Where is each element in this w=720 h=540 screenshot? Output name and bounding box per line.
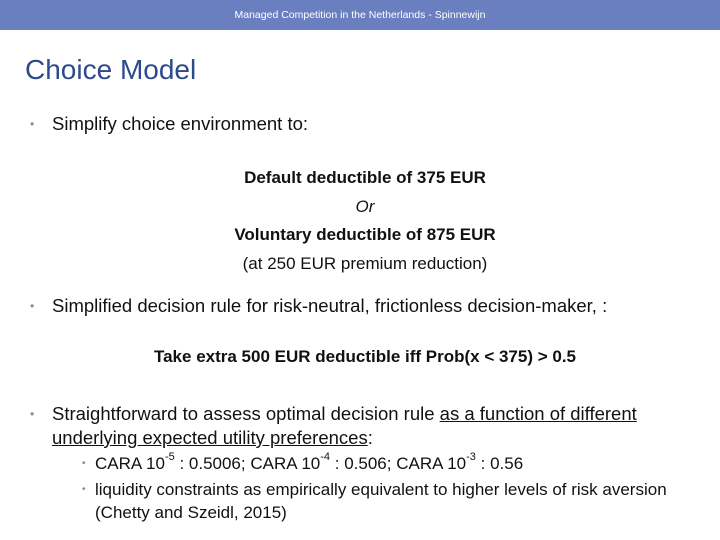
liquidity-text: liquidity constraints as empirically equivalent to higher levels of risk aversion (Chetty and Szeidl, 2015) bbox=[95, 480, 667, 522]
cara-exponent: -4 bbox=[320, 451, 331, 464]
cara-text: : 0.56 bbox=[475, 454, 524, 473]
option-or: Or bbox=[355, 196, 375, 216]
option-premium-note: (at 250 EUR premium reduction) bbox=[242, 253, 488, 273]
cara-text: : 0.506; CARA 10 bbox=[330, 454, 467, 473]
cara-text: : 0.5006; CARA 10 bbox=[174, 454, 321, 473]
options-block bbox=[0, 164, 720, 278]
bullet-marker: • bbox=[30, 407, 35, 421]
bullet-marker: • bbox=[30, 299, 35, 313]
cara-exponent: -3 bbox=[466, 451, 476, 464]
header-title: Managed Competition in the Netherlands - Spinnewijn bbox=[234, 9, 486, 21]
sub-bullet-cara bbox=[82, 452, 682, 475]
bullet-text: Simplified decision rule for risk-neutral, frictionless decision-maker, : bbox=[52, 295, 608, 316]
sub-bullet-marker: • bbox=[82, 484, 86, 495]
bullet-text bbox=[52, 402, 690, 450]
bullet-text: Simplify choice environment to: bbox=[52, 113, 309, 134]
decision-rule: Take extra 500 EUR deductible iff Prob(x < 375) > 0.5 bbox=[153, 347, 577, 366]
bullet-marker: • bbox=[30, 117, 35, 131]
cara-values bbox=[95, 452, 682, 475]
cara-exponent: -5 bbox=[164, 451, 175, 464]
bullet-simplify bbox=[30, 112, 690, 136]
bullet-text-prefix: Straightforward to assess optimal decision rule bbox=[52, 403, 440, 424]
slide-title: Choice Model bbox=[25, 54, 197, 85]
option-voluntary: Voluntary deductible of 875 EUR bbox=[234, 225, 496, 244]
bullet-decision-rule bbox=[30, 294, 690, 318]
bullet-straightforward bbox=[30, 402, 690, 450]
option-default: Default deductible of 375 EUR bbox=[244, 168, 486, 187]
sub-bullet-liquidity bbox=[82, 478, 682, 524]
bullet-text-underlined: as a function of different underlying expected utility preferences bbox=[52, 403, 637, 448]
cara-text: CARA 10 bbox=[95, 454, 165, 473]
header-bar bbox=[0, 0, 720, 30]
sub-bullet-marker: • bbox=[82, 458, 86, 469]
bullet-text-suffix: : bbox=[367, 427, 373, 448]
